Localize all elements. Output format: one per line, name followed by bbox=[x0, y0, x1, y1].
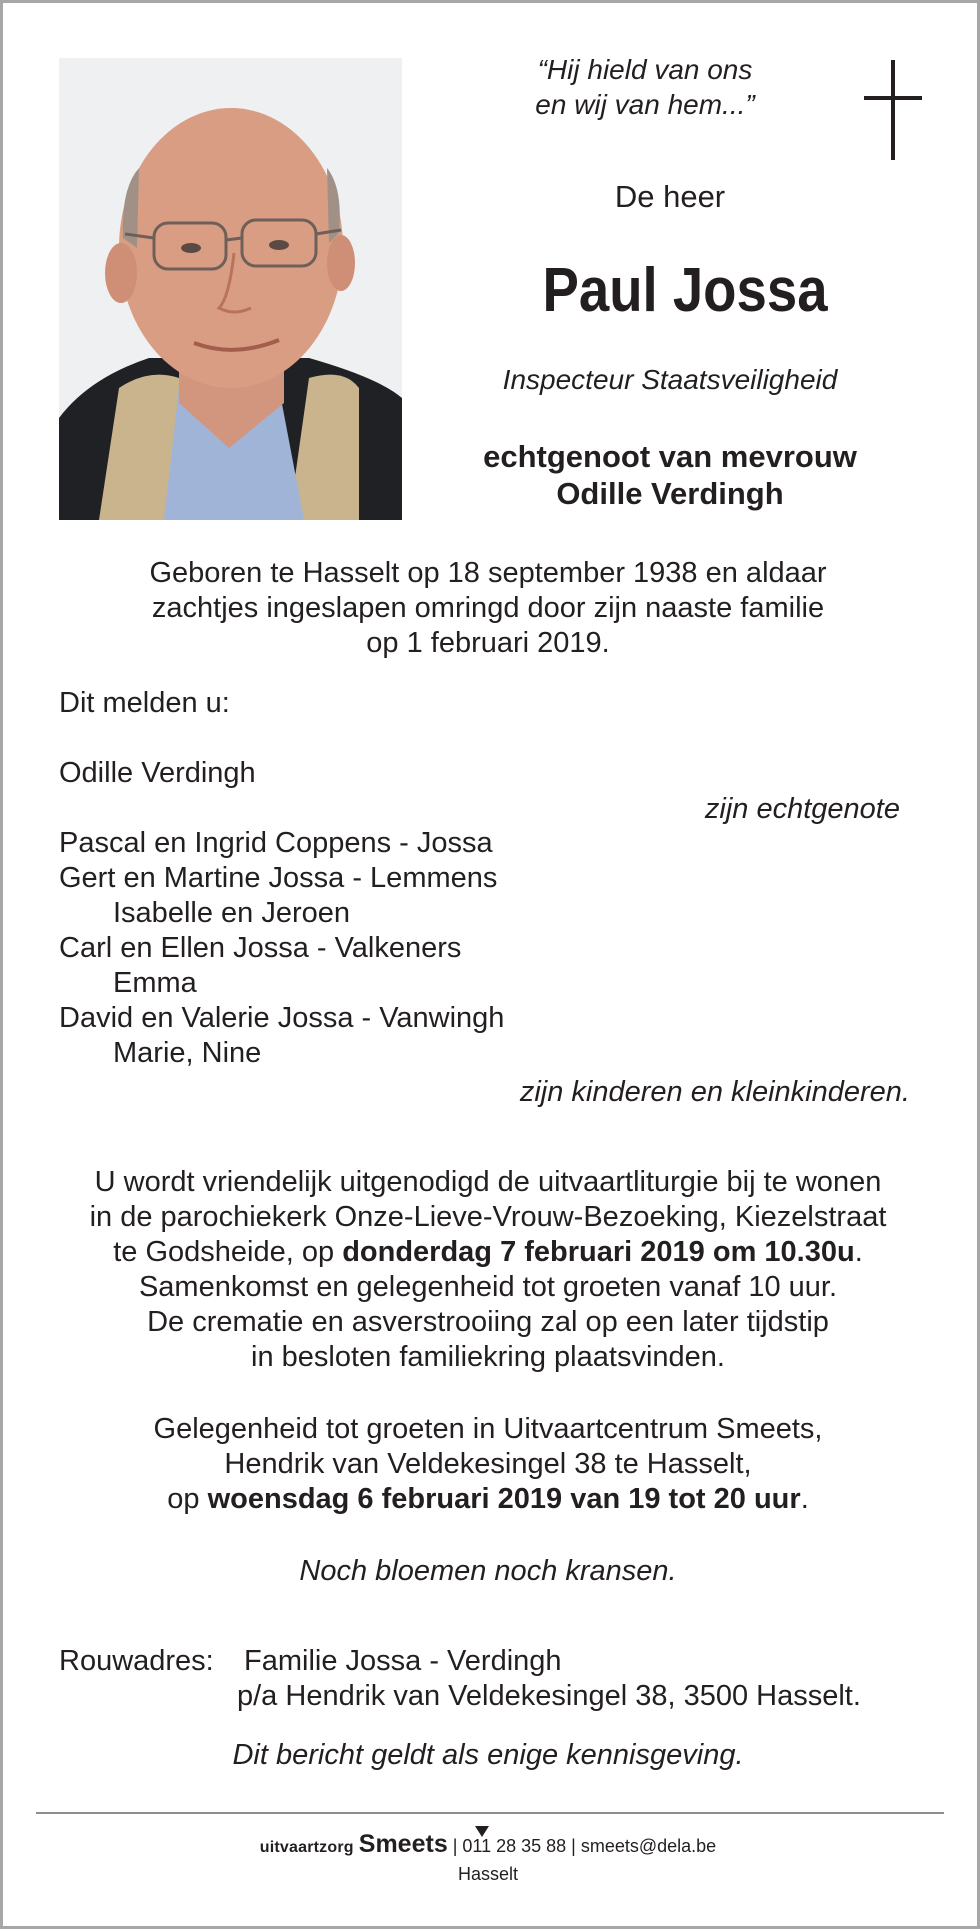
invite-line-1: U wordt vriendelijk uitgenodigd de uitvaartliturgie bij te wonen bbox=[94, 1166, 882, 1198]
deceased-name: Paul Jossa bbox=[542, 256, 828, 325]
children-role: zijn kinderen en kleinkinderen. bbox=[519, 1076, 910, 1108]
family-member: Gert en Martine Jossa - Lemmens bbox=[59, 862, 498, 894]
spouse-line-1: echtgenoot van mevrouw bbox=[483, 439, 857, 474]
invite-line-2: in de parochiekerk Onze-Lieve-Vrouw-Bezoeking, Kiezelstraat bbox=[89, 1201, 887, 1233]
quote-line-2: en wij van hem...” bbox=[535, 89, 755, 120]
quote bbox=[470, 52, 820, 122]
spouse-line-2: Odille Verdingh bbox=[556, 476, 784, 511]
invite-line-6: in besloten familiekring plaatsvinden. bbox=[251, 1341, 725, 1373]
family-member: Marie, Nine bbox=[113, 1037, 262, 1069]
born-line-3: op 1 februari 2019. bbox=[366, 627, 610, 659]
family-member: David en Valerie Jossa - Vanwingh bbox=[59, 1002, 505, 1034]
funeral-date: donderdag 7 februari 2019 om 10.30u bbox=[342, 1236, 855, 1268]
footer-prefix: uitvaartzorg bbox=[259, 1839, 354, 1856]
cross-icon bbox=[864, 60, 922, 160]
family-spouse: Odille Verdingh bbox=[59, 757, 256, 789]
footer bbox=[59, 1822, 917, 1886]
visitation-text bbox=[59, 1412, 917, 1517]
invite-line-3: te Godsheide, op donderdag 7 februari 2019 om 10.30u. bbox=[113, 1236, 863, 1268]
born-line-2: zachtjes ingeslapen omringd door zijn naaste familie bbox=[151, 592, 825, 624]
visit-line-3: op woensdag 6 februari 2019 van 19 tot 20 uur. bbox=[167, 1483, 809, 1515]
footer-contact: | 011 28 35 88 | smeets@dela.be bbox=[447, 1836, 717, 1856]
address-name: Familie Jossa - Verdingh bbox=[244, 1645, 562, 1677]
funeral-invitation bbox=[59, 1165, 917, 1375]
family-member: Isabelle en Jeroen bbox=[113, 897, 350, 929]
visit-line-2: Hendrik van Veldekesingel 38 te Hasselt, bbox=[224, 1448, 752, 1480]
spouse-role: zijn echtgenote bbox=[704, 793, 900, 825]
intro-text: Dit melden u: bbox=[59, 687, 230, 719]
footer-city: Hasselt bbox=[457, 1864, 519, 1884]
born-line-1: Geboren te Hasselt op 18 september 1938 en aldaar bbox=[149, 557, 827, 589]
invite-line-4: Samenkomst en gelegenheid tot groeten vanaf 10 uur. bbox=[138, 1271, 838, 1303]
portrait-photo bbox=[59, 58, 402, 520]
flowers-note: Noch bloemen noch kransen. bbox=[299, 1555, 677, 1587]
footer-divider bbox=[36, 1812, 944, 1814]
family-member: Pascal en Ingrid Coppens - Jossa bbox=[59, 827, 493, 859]
family-member: Emma bbox=[113, 967, 197, 999]
visit-line-1: Gelegenheid tot groeten in Uitvaartcentrum Smeets, bbox=[153, 1413, 823, 1445]
family-list bbox=[59, 756, 504, 1071]
honorific: De heer bbox=[614, 179, 726, 214]
spouse-block bbox=[430, 438, 910, 512]
address-line: p/a Hendrik van Veldekesingel 38, 3500 Hasselt. bbox=[237, 1680, 861, 1712]
footer-brand: Smeets bbox=[358, 1830, 448, 1858]
occupation: Inspecteur Staatsveiligheid bbox=[502, 364, 838, 395]
logo-triangle-icon bbox=[475, 1826, 489, 1837]
invite-line-5: De crematie en asverstrooiing zal op een later tijdstip bbox=[147, 1306, 829, 1338]
quote-line-1: “Hij hield van ons bbox=[537, 54, 753, 85]
visitation-date: woensdag 6 februari 2019 van 19 tot 20 uur bbox=[207, 1483, 801, 1515]
notice-text: Dit bericht geldt als enige kennisgeving. bbox=[232, 1739, 744, 1771]
address-label: Rouwadres: bbox=[59, 1645, 214, 1677]
family-member: Carl en Ellen Jossa - Valkeners bbox=[59, 932, 462, 964]
birth-death-text bbox=[59, 556, 917, 661]
